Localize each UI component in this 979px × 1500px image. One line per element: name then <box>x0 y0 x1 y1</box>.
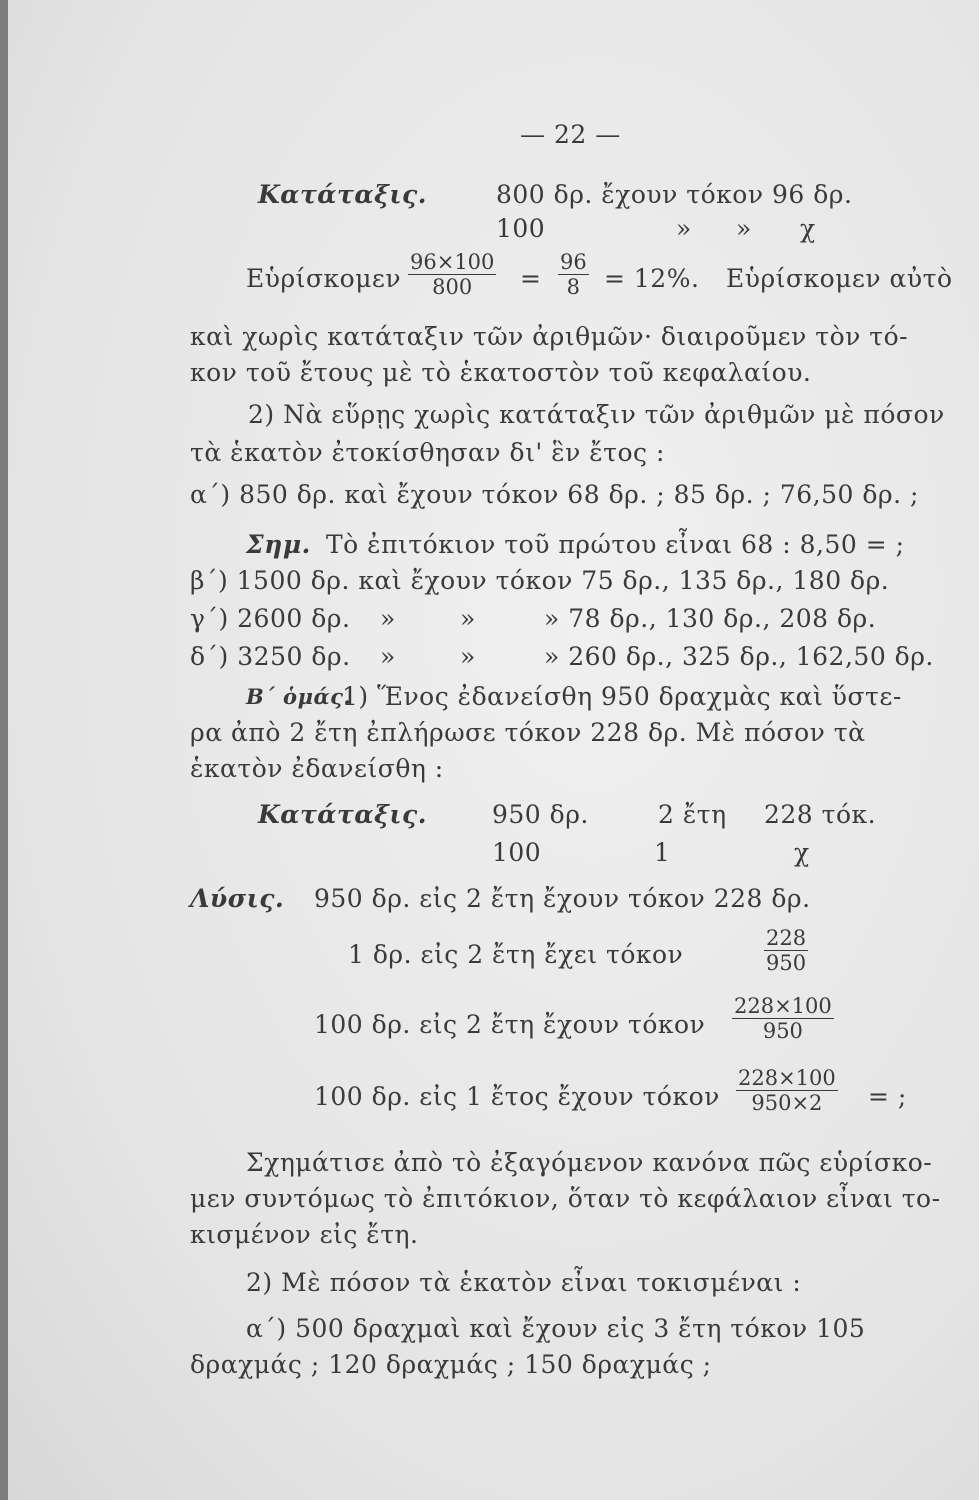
page-number: — 22 — <box>520 120 621 149</box>
item-c-lead: γ΄) 2600 δρ. <box>190 604 351 633</box>
item-a: α΄) 850 δρ. καὶ ἔχουν τόκον 68 δρ. ; 85 δρ. ; 76,50 δρ. ; <box>190 480 919 509</box>
fraction-96-over-8 <box>558 250 589 299</box>
find-suffix: Εὑρίσκομεν αὐτὸ <box>726 264 953 293</box>
classification-cell: 950 δρ. <box>492 800 589 829</box>
classification-row-2-amount: 100 <box>496 214 546 243</box>
ditto-mark: » <box>460 642 476 671</box>
solution-line: 950 δρ. εἰς 2 ἔτη ἔχουν τόκον 228 δρ. <box>314 884 811 913</box>
fraction-228-over-950 <box>764 926 808 975</box>
classification-label: Κατάταξις. <box>258 180 427 209</box>
paragraph-line: μεν συντόμως τὸ ἐπιτόκιον, ὅταν τὸ κεφάλαιον εἶναι το- <box>190 1184 941 1213</box>
paragraph-line: κισμένον εἰς ἔτη. <box>190 1220 419 1249</box>
ditto-mark: » <box>380 604 396 633</box>
classification-label: Κατάταξις. <box>258 800 427 829</box>
group-b-line: 1) Ἕνος ἐδανείσθη 950 δραχμὰς καὶ ὕστε- <box>342 682 902 711</box>
paragraph-line: κον τοῦ ἔτους μὲ τὸ ἑκατοστὸν τοῦ κεφαλαίου. <box>190 358 812 387</box>
fraction-denominator: 8 <box>566 275 581 299</box>
paragraph-line: Σχημάτισε ἀπὸ τὸ ἐξαγόμενον κανόνα πῶς εὑρίσκο- <box>246 1148 933 1177</box>
exercise-2-line: τὰ ἑκατὸν ἐτοκίσθησαν δι' ἓν ἔτος : <box>190 438 665 467</box>
fraction-numerator: 96 <box>560 250 587 274</box>
book-page <box>8 0 979 1500</box>
exercise-2-line: 2) Νὰ εὕρῃς χωρὶς κατάταξιν τῶν ἀριθμῶν μὲ πόσον <box>248 400 945 429</box>
fraction-numerator: 228 <box>766 926 807 950</box>
unknown-variable: χ <box>794 838 810 867</box>
paragraph-line: δραχμάς ; 120 δραχμάς ; 150 δραχμάς ; <box>190 1350 712 1379</box>
solution-line: 1 δρ. εἰς 2 ἔτη ἔχει τόκον <box>348 940 684 969</box>
item-b: β΄) 1500 δρ. καὶ ἔχουν τόκον 75 δρ., 135 δρ., 180 δρ. <box>190 566 890 595</box>
ditto-mark: » <box>380 642 396 671</box>
ditto-mark: » <box>736 214 752 243</box>
find-prefix: Εὑρίσκομεν <box>246 264 402 293</box>
fraction-numerator: 228×100 <box>738 1066 836 1090</box>
equals-question: = ; <box>868 1082 907 1111</box>
group-b-line: ἑκατὸν ἐδανείσθη : <box>190 754 444 783</box>
item-c-values: » 78 δρ., 130 δρ., 208 δρ. <box>544 604 877 633</box>
note-text: Τὸ ἐπιτόκιον τοῦ πρώτου εἶναι 68 : 8,50 = ; <box>326 530 905 559</box>
fraction-228x100-over-950 <box>732 994 834 1043</box>
classification-cell: 1 <box>654 838 671 867</box>
exercise-2-heading: 2) Μὲ πόσον τὰ ἑκατὸν εἶναι τοκισμέναι : <box>246 1268 802 1297</box>
classification-cell: 228 τόκ. <box>764 800 877 829</box>
fraction-denominator: 950×2 <box>751 1091 823 1115</box>
classification-cell: 2 ἔτη <box>658 800 727 829</box>
solution-line: 100 δρ. εἰς 1 ἔτος ἔχουν τόκον <box>314 1082 720 1111</box>
ditto-mark: » <box>460 604 476 633</box>
note-label: Σημ. <box>246 530 311 559</box>
group-b-line: ρα ἀπὸ 2 ἔτη ἐπλήρωσε τόκον 228 δρ. Μὲ πόσον τὰ <box>190 718 866 747</box>
item-d-lead: δ΄) 3250 δρ. <box>190 642 351 671</box>
classification-row-1: 800 δρ. ἔχουν τόκον 96 δρ. <box>496 180 853 209</box>
fraction-228x100-over-950x2 <box>736 1066 838 1115</box>
fraction-denominator: 800 <box>432 275 473 299</box>
equals-sign: = <box>520 264 542 293</box>
fraction-denominator: 950 <box>766 951 807 975</box>
paragraph-line: καὶ χωρὶς κατάταξιν τῶν ἀριθμῶν· διαιροῦμεν τὸν τό- <box>190 322 909 351</box>
paragraph-line: α΄) 500 δραχμαὶ καὶ ἔχουν εἰς 3 ἔτη τόκον 105 <box>246 1314 866 1343</box>
classification-cell: 100 <box>492 838 542 867</box>
solution-label: Λύσις. <box>190 884 285 913</box>
item-d-values: » 260 δρ., 325 δρ., 162,50 δρ. <box>544 642 934 671</box>
fraction-96x100-over-800 <box>408 250 496 299</box>
fraction-numerator: 228×100 <box>734 994 832 1018</box>
fraction-denominator: 950 <box>762 1019 803 1043</box>
result-12-percent: = 12%. <box>604 264 700 293</box>
ditto-mark: » <box>676 214 692 243</box>
group-b-label: Β΄ ὁμάς. <box>246 684 352 709</box>
solution-line: 100 δρ. εἰς 2 ἔτη ἔχουν τόκον <box>314 1010 706 1039</box>
unknown-variable: χ <box>800 214 816 243</box>
fraction-numerator: 96×100 <box>410 250 495 274</box>
